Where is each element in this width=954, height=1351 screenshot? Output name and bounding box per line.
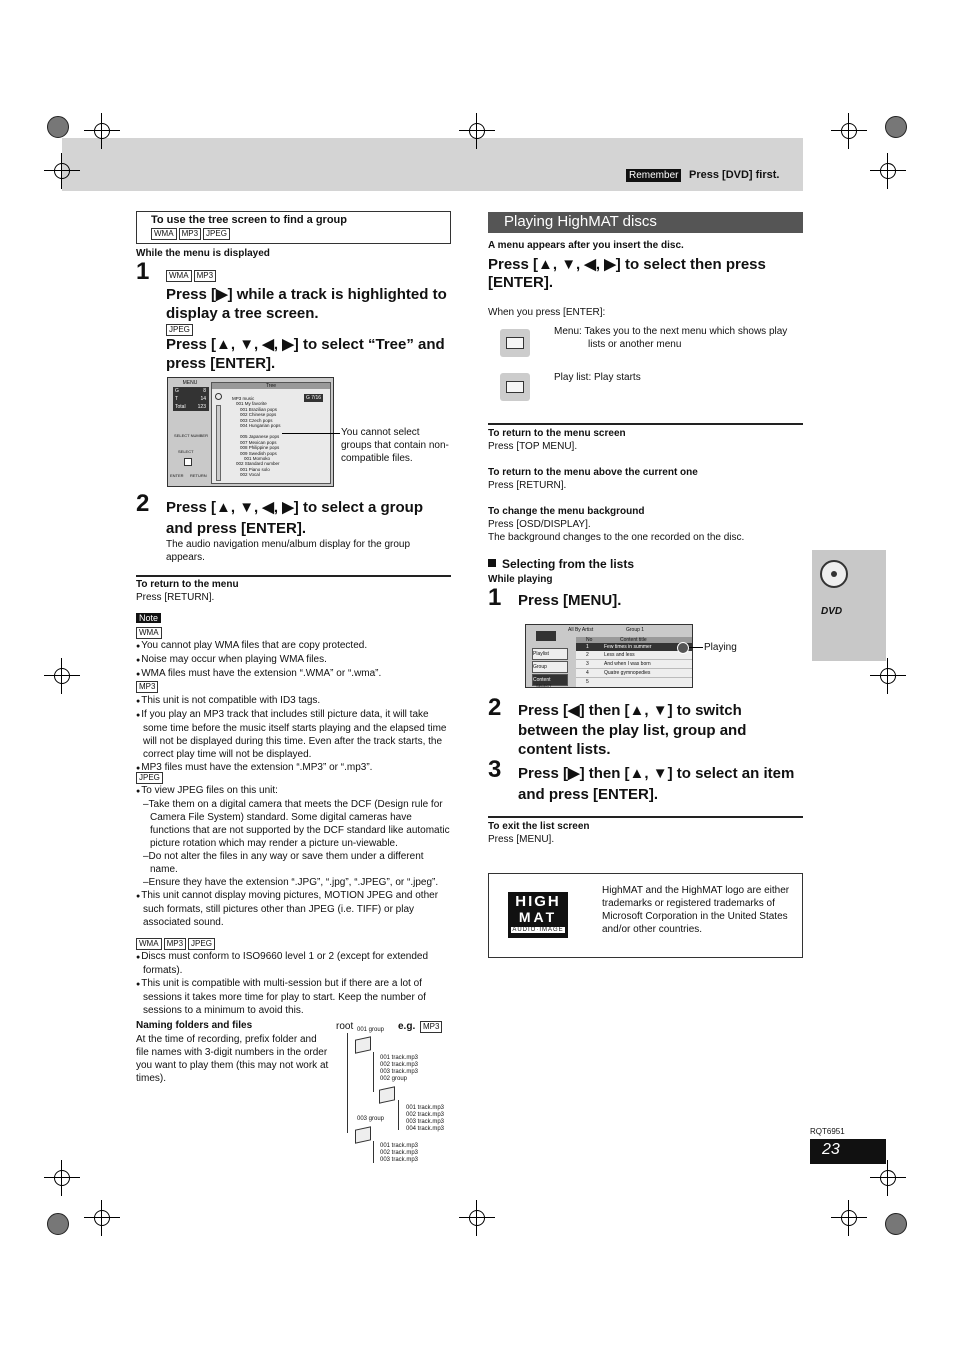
return-above-text: Press [RETURN]. xyxy=(488,480,567,491)
return-menu-screen-title: To return to the menu screen xyxy=(488,428,626,439)
step-2-text: Press [▲, ▼, ◀, ▶] to select a group and press [ENTER]. xyxy=(166,499,423,537)
registration-disc-icon xyxy=(47,116,69,138)
list-table: No Content title 1 Few times in summer 2 Less and less 3 And when I was born 4 Quatre gymnopedies 5 xyxy=(576,637,692,687)
remember-badge: Remember xyxy=(626,169,681,182)
step-1-number: 1 xyxy=(136,258,150,285)
root-label: root xyxy=(336,1021,354,1032)
arrow-pad-icon xyxy=(184,458,192,466)
square-bullet-icon xyxy=(488,559,496,567)
registration-disc-icon xyxy=(47,1213,69,1235)
while-menu-displayed: While the menu is displayed xyxy=(136,248,270,259)
tag-wma: WMA xyxy=(136,938,162,950)
divider xyxy=(488,423,803,425)
naming-text: At the time of recording, prefix folder and file names with 3-digit numbers in the order you want to play them (this may not work at times). xyxy=(136,1034,329,1084)
menu-folder-icon xyxy=(500,329,530,357)
registration-disc-icon xyxy=(885,116,907,138)
right-step-main: Press [▲, ▼, ◀, ▶] to select then press [ENTER]. xyxy=(488,256,766,291)
tag-mp3: MP3 xyxy=(194,270,216,282)
list-side-menu: Playlist Group Content xyxy=(532,648,568,686)
tree-return: RETURN xyxy=(190,473,207,478)
menu-appears: A menu appears after you insert the disc. xyxy=(488,240,684,251)
tree-panel: Tree G 7/16 MP3 music 001 My favorite 001 Brazilian pops 002 Chinese pops 003 Czech pops 004 Hungarian pops 005 Japanese pops 007 Mexican pops 008 Philippine pops 009 Swedish pops 001 Momoko 002 Standard number 001 Piano solo 002 Vocal xyxy=(211,382,331,484)
tag-wma: WMA xyxy=(166,270,192,282)
registration-mark-icon xyxy=(44,1160,80,1196)
table-row: 5 xyxy=(586,679,589,685)
highmat-mini-logo xyxy=(536,631,556,641)
group-3-label: 003 group xyxy=(357,1116,385,1122)
jpeg-notes: ● To view JPEG files on this unit: –Take them on a digital camera that meets the DCF (Design rule for Camera File System) standard. Some digital cameras have functions that are not supported by the DCF standard like automatic picture rotation which may render a picture un-viewable. –Do not alter the files in any way or save them under a different name. –Ensure they have the extension “.JPG”, “.jpg”, “.JPEG”, or “.jpeg”. ● This unit cannot display moving pictures, MOTION JPEG and other such formats, still pictures other than JPEG (i.e. TIFF) or play associated sound. xyxy=(136,784,452,929)
menu-description: Menu: Takes you to the next menu which shows play lists or another menu xyxy=(554,326,788,350)
bg-title: To change the menu background xyxy=(488,506,645,517)
dvd-side-tab xyxy=(812,550,886,661)
tree-enter: ENTER xyxy=(170,473,184,478)
tag-jpeg: JPEG xyxy=(166,324,193,336)
disc-small-icon xyxy=(215,393,222,400)
step-2-number: 2 xyxy=(136,490,150,517)
divider xyxy=(136,575,451,577)
tag-jpeg: JPEG xyxy=(136,772,163,784)
callout-line xyxy=(282,433,340,434)
crumb-1: All By Artist xyxy=(568,627,594,633)
registration-mark-icon xyxy=(459,1200,495,1236)
group-1-label: 001 group xyxy=(357,1027,385,1033)
bg-text-2: The background changes to the one recorded on the disc. xyxy=(488,532,745,543)
right-step-2-text: Press [◀] then [▲, ▼] to switch between the play list, group and content lists. xyxy=(518,702,747,758)
right-step-3-text: Press [▶] then [▲, ▼] to select an item and press [ENTER]. xyxy=(518,765,795,803)
registration-mark-icon xyxy=(84,113,120,149)
naming-title: Naming folders and files xyxy=(136,1020,253,1031)
tag-wma: WMA xyxy=(151,228,177,240)
bg-text-1: Press [OSD/DISPLAY]. xyxy=(488,519,591,530)
table-row: 1 Few times in summer xyxy=(576,643,692,651)
list-screen-image xyxy=(525,624,693,688)
crumb-2: Group 1 xyxy=(626,627,645,633)
folder-icon xyxy=(355,1036,371,1053)
section-title: Playing HighMAT discs xyxy=(488,212,803,233)
step-2-sub: The audio navigation menu/album display for the group appears. xyxy=(166,539,411,563)
registration-mark-icon xyxy=(831,1200,867,1236)
folder-icon xyxy=(355,1126,371,1143)
registration-mark-icon xyxy=(44,658,80,694)
group-2-files: 001 track.mp3 002 track.mp3 003 track.mp3 004 track.mp3 xyxy=(406,1105,445,1132)
tree-box-title: To use the tree screen to find a group xyxy=(151,214,347,226)
table-row: 4 Quatre gymnopedies xyxy=(576,669,692,678)
tag-mp3: MP3 xyxy=(420,1021,442,1033)
table-row: 2 Less and less xyxy=(576,651,692,660)
exit-list-text: Press [MENU]. xyxy=(488,834,555,845)
tree-list: MP3 music 001 My favorite 001 Brazilian pops 002 Chinese pops 003 Czech pops 004 Hungarian pops 005 Japanese pops 007 Mexican pops 008 Philippine pops 009 Swedish pops 001 Momoko 002 Standard number 001 Piano solo 002 Vocal xyxy=(232,396,281,478)
registration-mark-icon xyxy=(870,658,906,694)
return-menu-screen-text: Press [TOP MENU]. xyxy=(488,441,578,452)
registration-mark-icon xyxy=(831,113,867,149)
group-1-files: 001 track.mp3 002 track.mp3 003 track.mp3 002 group xyxy=(380,1055,419,1082)
right-step-1-text: Press [MENU]. xyxy=(518,592,622,609)
trademark-box xyxy=(488,873,803,958)
press-dvd-first: Press [DVD] first. xyxy=(689,169,780,181)
tag-wma: WMA xyxy=(136,627,162,639)
tag-mp3: MP3 xyxy=(164,938,186,950)
registration-disc-icon xyxy=(885,1213,907,1235)
group-3-files: 001 track.mp3 002 track.mp3 003 track.mp3 xyxy=(380,1143,419,1163)
right-step-3-number: 3 xyxy=(488,756,502,783)
eg-label: e.g. xyxy=(398,1021,416,1032)
when-press-enter: When you press [ENTER]: xyxy=(488,307,606,318)
playing-callout: Playing xyxy=(704,642,737,653)
note-label: Note xyxy=(136,613,161,623)
table-row: 3 And when I was born xyxy=(576,660,692,669)
right-step-1-number: 1 xyxy=(488,584,502,611)
divider xyxy=(488,816,803,818)
playlist-icon xyxy=(500,373,530,401)
disc-icon-hole xyxy=(831,571,837,577)
page-number: 23 xyxy=(810,1139,886,1164)
tree-screen-box xyxy=(136,211,451,244)
common-notes: ● Discs must conform to ISO9660 level 1 or 2 (except for extended formats). ● This unit is compatible with multi-session but if there are a lot of sessions it takes more time for play to start. Keep the number of sessions to a minimum to avoid this. xyxy=(136,950,451,1017)
highmat-logo: HIGH MAT AUDIO·IMAGE xyxy=(508,892,568,938)
registration-mark-icon xyxy=(870,153,906,189)
header-bar xyxy=(62,138,803,191)
mp3-notes: ● This unit is not compatible with ID3 tags. ● If you play an MP3 track that includes still picture data, it will take some time before the music itself starts playing and the elapsed time will not be displayed during this time. Even after the track starts, the correct play time will not be displayed. ● MP3 files must have the extension “.MP3” or “.mp3”. xyxy=(136,694,451,775)
tree-group-badge: G 7/16 xyxy=(306,395,322,401)
tree-scrollbar xyxy=(216,405,221,481)
dvd-label: DVD xyxy=(821,606,843,617)
list-select: SELECT xyxy=(536,683,552,688)
tree-stats-panel: G 8 T 14 Total 123 xyxy=(173,387,209,411)
tag-mp3: MP3 xyxy=(179,228,201,240)
tree-callout: You cannot select groups that contain non-compatible files. xyxy=(341,427,449,464)
playing-icon xyxy=(677,642,689,654)
tag-jpeg: JPEG xyxy=(188,938,215,950)
registration-mark-icon xyxy=(459,113,495,149)
tag-jpeg: JPEG xyxy=(203,228,230,240)
return-above-title: To return to the menu above the current one xyxy=(488,467,698,478)
right-step-2-number: 2 xyxy=(488,694,502,721)
selecting-lists-title: Selecting from the lists xyxy=(502,557,635,571)
registration-mark-icon xyxy=(870,1160,906,1196)
step-1-text: Press [▶] while a track is highlighted to display a tree screen. xyxy=(166,286,447,322)
registration-mark-icon xyxy=(44,153,80,189)
callout-line xyxy=(689,647,703,648)
tree-select-number: SELECT NUMBER xyxy=(174,433,208,438)
tag-mp3: MP3 xyxy=(136,681,158,693)
trademark-text: HighMAT and the HighMAT logo are either trademarks or registered trademarks of Microsoft Corporation in the United States and/or other countries. xyxy=(602,885,790,935)
model-code: RQT6951 xyxy=(810,1127,845,1136)
step-1-jpeg-text: Press [▲, ▼, ◀, ▶] to select “Tree” and press [ENTER]. xyxy=(166,336,445,372)
return-menu-text: Press [RETURN]. xyxy=(136,592,215,603)
while-playing: While playing xyxy=(488,574,553,585)
return-menu-title: To return to the menu xyxy=(136,579,239,590)
tree-menu-label: MENU xyxy=(182,380,198,386)
exit-list-title: To exit the list screen xyxy=(488,821,590,832)
registration-mark-icon xyxy=(84,1200,120,1236)
playlist-description: Play list: Play starts xyxy=(554,372,641,383)
wma-notes: ● You cannot play WMA files that are copy protected. ● Noise may occur when playing WMA files. ● WMA files must have the extension “.WMA” or “.wma”. xyxy=(136,639,451,681)
folder-icon xyxy=(379,1086,395,1103)
tree-screen-image xyxy=(167,377,334,487)
tree-select: SELECT xyxy=(178,449,194,454)
